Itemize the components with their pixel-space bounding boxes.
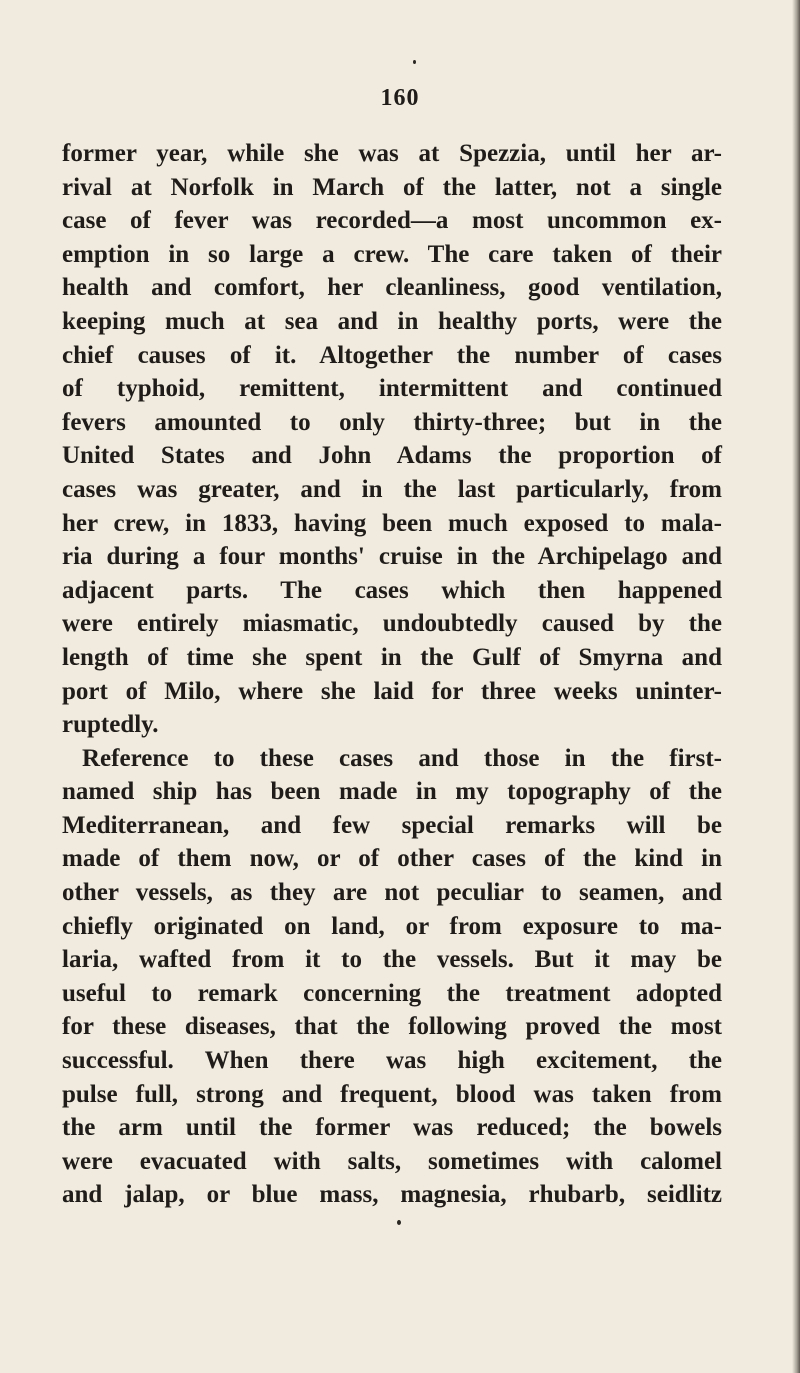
ink-speck (413, 60, 416, 64)
text-line: cases was greater, and in the last particularly, from (62, 475, 722, 503)
text-line: port of Milo, where she laid for three weeks uninter- (62, 677, 722, 705)
text-line: of typhoid, remittent, intermittent and continued (62, 375, 722, 403)
text-line: for these diseases, that the following proved the most (62, 1013, 722, 1041)
text-line: length of time she spent in the Gulf of Smyrna and (62, 643, 722, 671)
page-edge-shadow (792, 0, 800, 1373)
text-line: other vessels, as they are not peculiar to seamen, and (62, 879, 722, 907)
text-line: United States and John Adams the proportion of (62, 442, 722, 470)
text-line: adjacent parts. The cases which then happened (62, 576, 722, 604)
text-line: and jalap, or blue mass, magnesia, rhubarb, seidlitz (62, 1181, 722, 1209)
text-line: rival at Norfolk in March of the latter, not a single (62, 173, 722, 201)
text-line: were evacuated with salts, sometimes with calomel (62, 1147, 722, 1175)
text-line: case of fever was recorded—a most uncommon ex- (62, 207, 722, 235)
paragraph-start-line: Reference to these cases and those in the first- (82, 744, 722, 772)
text-line: health and comfort, her cleanliness, good ventilation, (62, 274, 722, 302)
text-line: made of them now, or of other cases of the kind in (62, 845, 722, 873)
text-line: successful. When there was high excitement, the (62, 1047, 722, 1075)
text-line: her crew, in 1833, having been much exposed to mala- (62, 509, 722, 537)
body-text (62, 137, 722, 1212)
text-line: named ship has been made in my topography of the (62, 778, 722, 806)
text-line: ria during a four months' cruise in the Archipelago and (62, 543, 722, 571)
text-line: fevers amounted to only thirty-three; but in the (62, 408, 722, 436)
text-line: chiefly originated on land, or from exposure to ma- (62, 912, 722, 940)
ink-speck (397, 1220, 401, 1225)
text-line: were entirely miasmatic, undoubtedly caused by the (62, 610, 722, 638)
text-line: emption in so large a crew. The care taken of their (62, 240, 722, 268)
text-line: former year, while she was at Spezzia, until her ar- (62, 140, 722, 167)
text-line: useful to remark concerning the treatment adopted (62, 979, 722, 1007)
text-line: ruptedly. (62, 711, 159, 739)
text-line: the arm until the former was reduced; the bowels (62, 1114, 722, 1142)
text-line: Mediterranean, and few special remarks will be (62, 811, 722, 839)
page-number: 160 (380, 85, 420, 111)
text-line: chief causes of it. Altogether the number of cases (62, 341, 722, 369)
text-line: laria, wafted from it to the vessels. But it may be (62, 946, 722, 974)
text-line: pulse full, strong and frequent, blood was taken from (62, 1080, 722, 1108)
text-line: keeping much at sea and in healthy ports, were the (62, 307, 722, 335)
